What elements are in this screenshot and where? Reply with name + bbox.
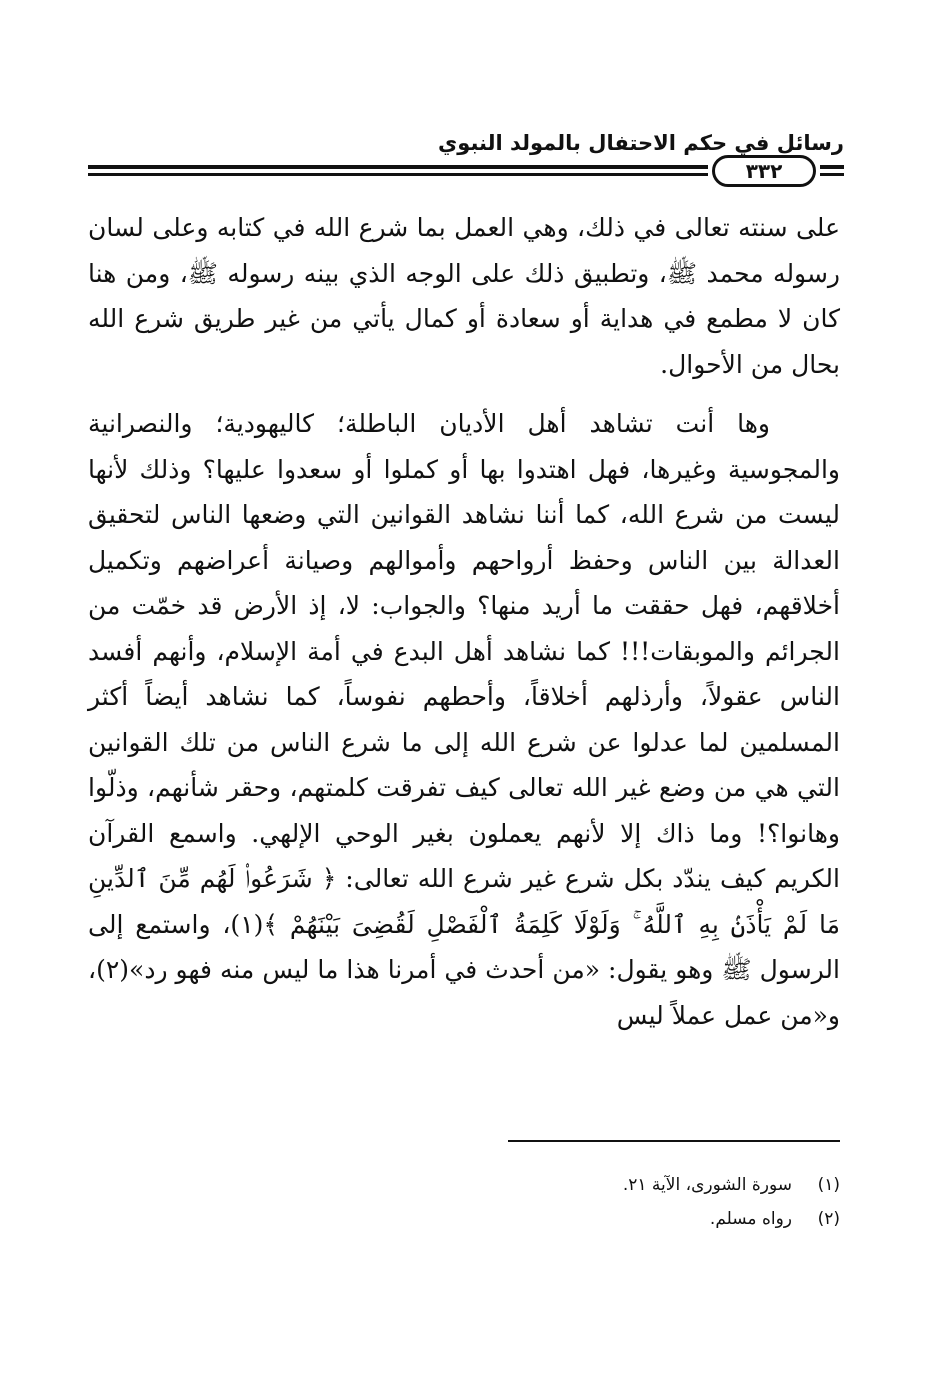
footnote-1 — [400, 1168, 840, 1202]
footnote-text: رواه مسلم. — [709, 1209, 792, 1229]
running-header-title: رسائل في حكم الاحتفال بالمولد النبوي — [438, 131, 844, 155]
header-rule-end — [820, 165, 844, 179]
body-text — [88, 205, 840, 1038]
footnote-number: (١) — [817, 1175, 840, 1195]
page-number: ٣٣٢ — [712, 155, 816, 187]
footnote-number: (٢) — [817, 1209, 840, 1229]
header-rule — [88, 165, 708, 179]
paragraph-2: وها أنت تشاهد أهل الأديان الباطلة؛ كاليهودية؛ والنصرانية والمجوسية وغيرها، فهل اهتدوا بها أو كملوا أو سعدوا عليها؟ وذلك لأنها ليست من شرع الله، كما أننا نشاهد القوانين التي وضعها الناس لتحقيق العدالة بين الناس وحفظ أرواحهم وأموالهم وصيانة أعراضهم وتكميل أخلاقهم، فهل حققت ما أريد منها؟ والجواب: لا، إذ الأرض قد خمّت من الجرائم والموبقات!!! كما نشاهد أهل البدع في أمة الإسلام، وأنهم أفسد الناس عقولاً، وأرذلهم أخلاقاً، وأحطهم نفوساً، كما نشاهد أيضاً أكثر المسلمين لما عدلوا عن شرع الله إلى ما شرع الناس من تلك القوانين التي هي من وضع غير الله تعالى كيف تفرقت كلمتهم، وحقر شأنهم، وذلّوا وهانوا؟! وما ذاك إلا لأنهم يعملون بغير الوحي الإلهي. واسمع القرآن الكريم كيف يندّد بكل شرع غير شرع الله تعالى: ﴿ شَرَعُوا۟ لَهُم مِّنَ ٱلدِّينِ مَا لَمْ يَأْذَنۢ بِهِ ٱللَّهُ ۚ وَلَوْلَا كَلِمَةُ ٱلْفَصْلِ لَقُضِىَ بَيْنَهُمْ ﴾(١)، واستمع إلى الرسول ﷺ وهو يقول: «من أحدث في أمرنا هذا ما ليس منه فهو رد»(٢)، و«من عمل عملاً ليس — [88, 409, 840, 1030]
footnotes — [400, 1168, 840, 1236]
paragraph-1: على سنته تعالى في ذلك، وهي العمل بما شرع الله في كتابه وعلى لسان رسوله محمد ﷺ، وتطبيق ذلك على الوجه الذي بينه رسوله ﷺ، ومن هنا كان لا مطمع في هداية أو سعادة أو كمال يأتي من غير طريق شرع الله بحال من الأحوال. — [88, 213, 840, 379]
footnote-2 — [400, 1202, 840, 1236]
footnote-text: سورة الشورى، الآية ٢١. — [622, 1175, 792, 1195]
footnote-separator — [508, 1140, 840, 1142]
